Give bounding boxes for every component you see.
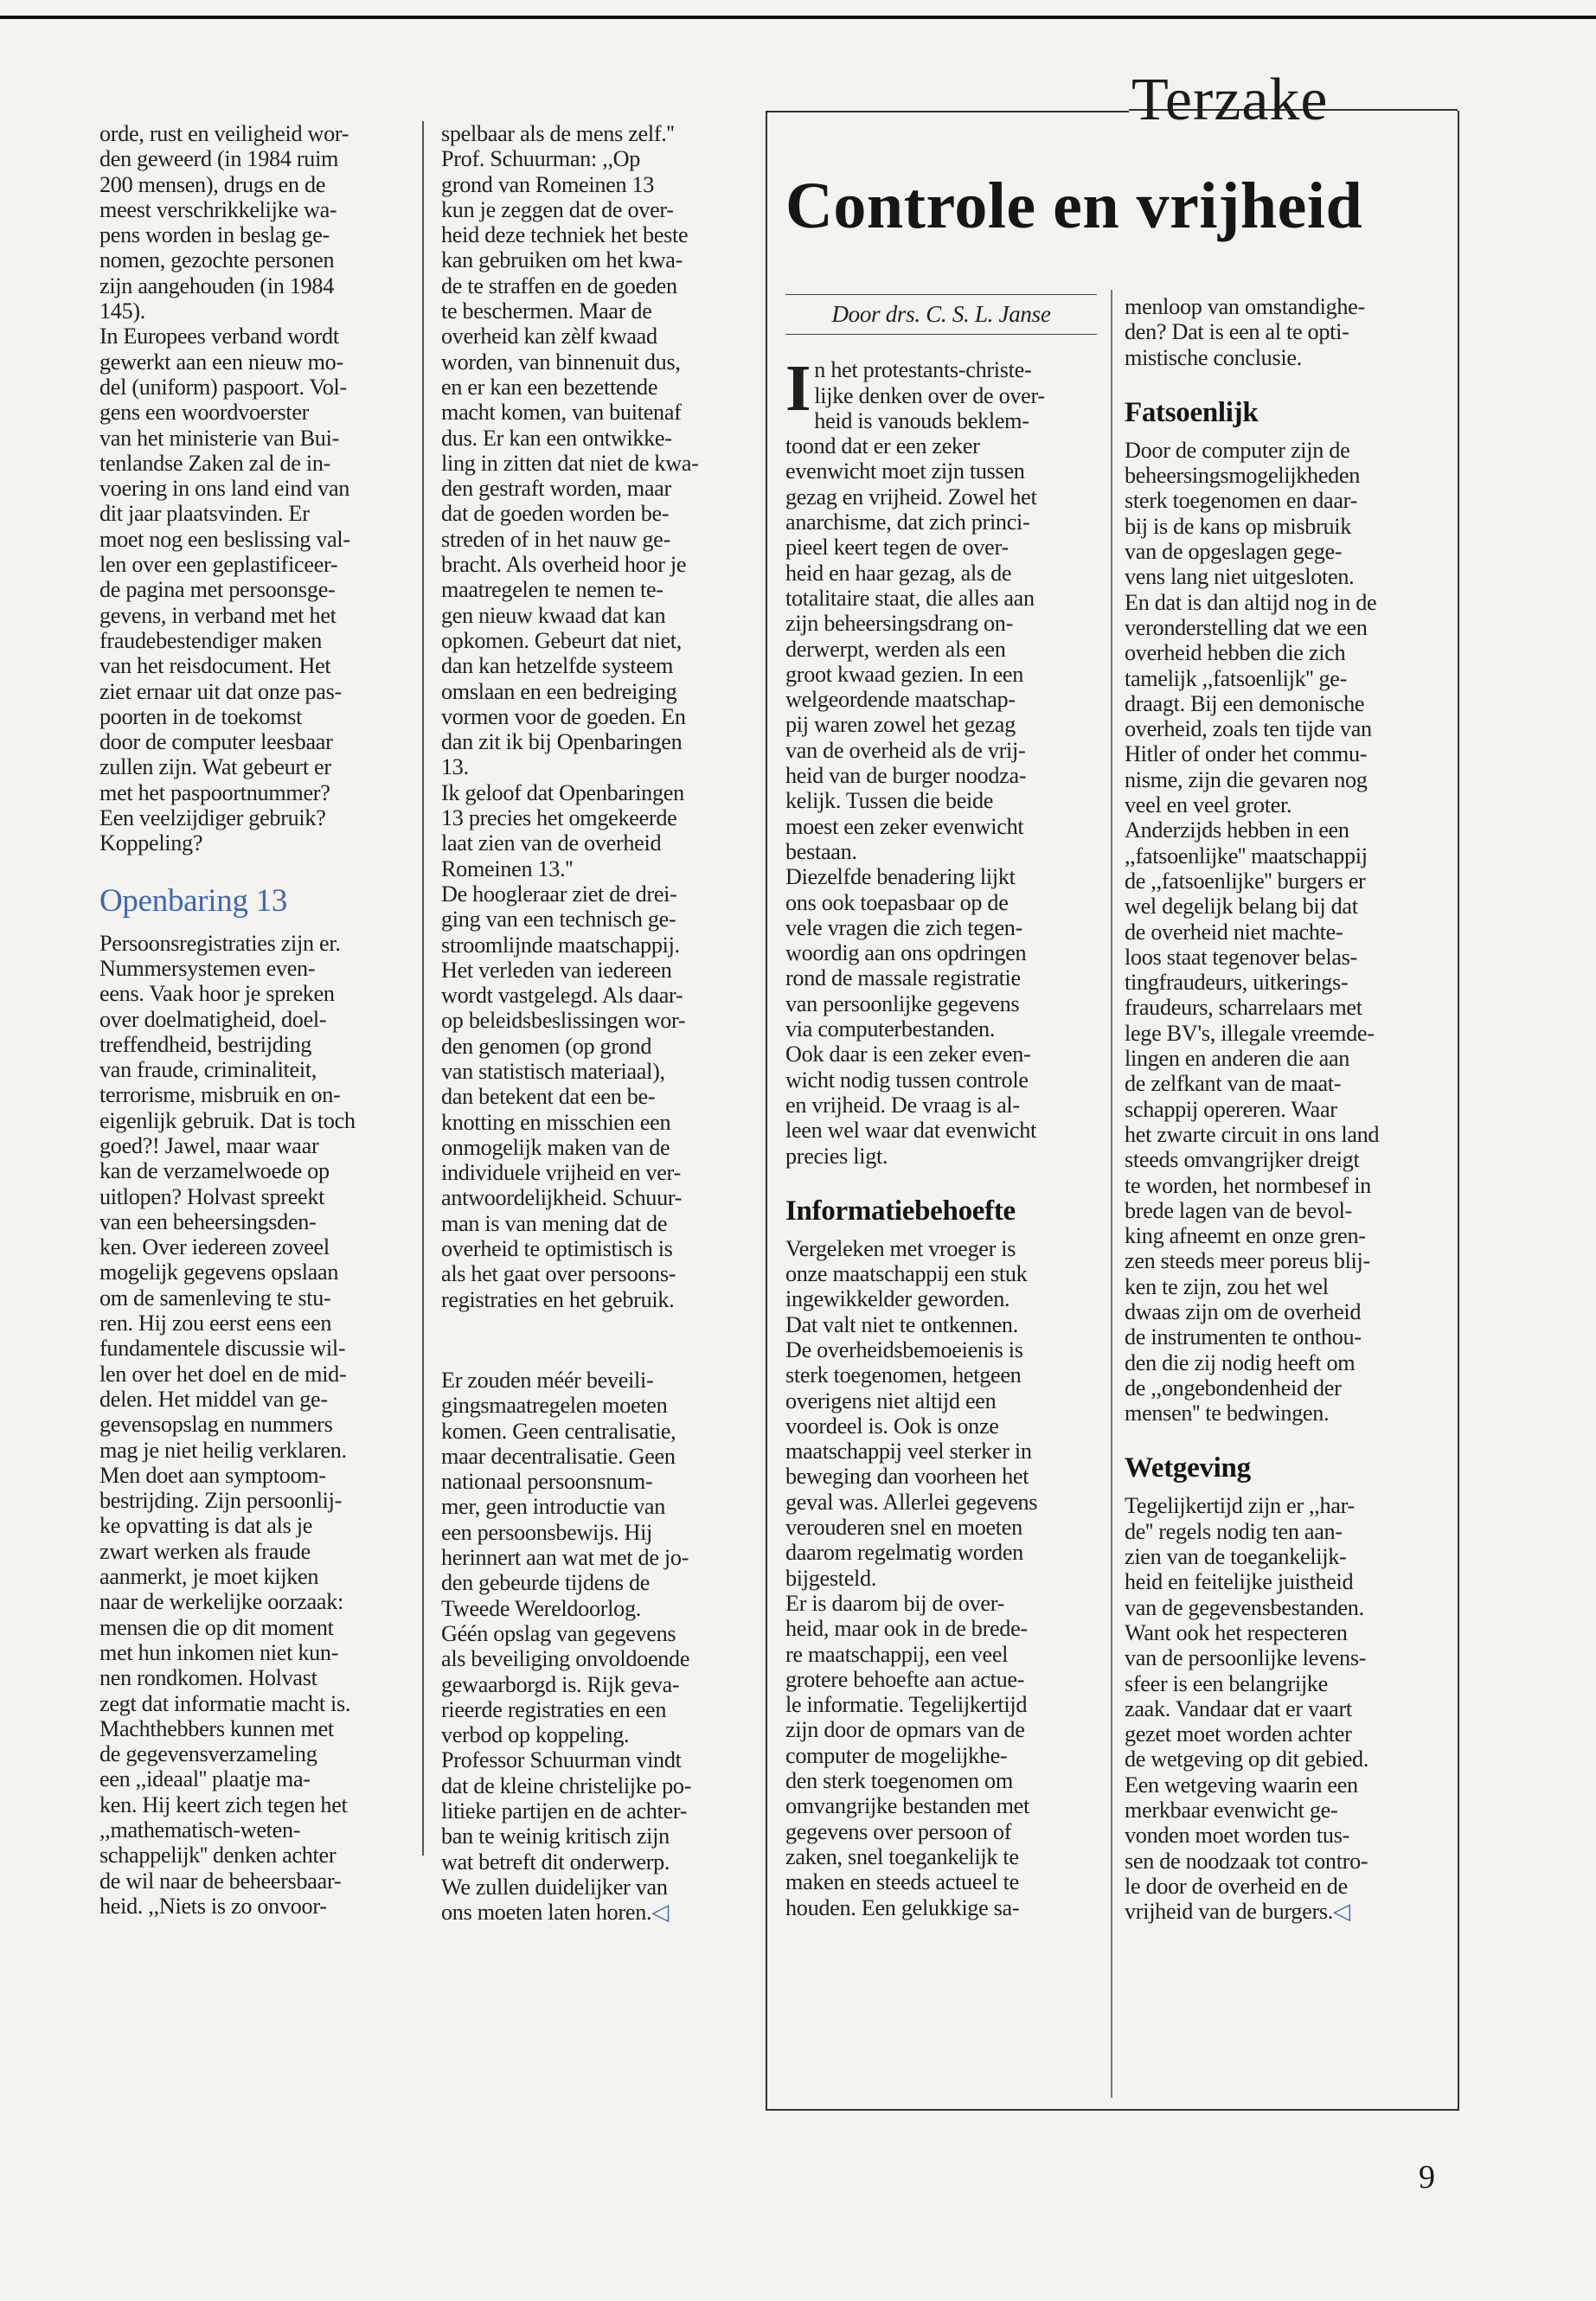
text-line: het zwarte circuit in ons land: [1125, 1121, 1380, 1147]
text-line: Dat valt niet te ontkennen.: [785, 1311, 1018, 1337]
text-line: goed?! Jawel, maar waar: [99, 1132, 319, 1158]
text-line: Het verleden van iedereen: [441, 957, 672, 983]
text-line: heid en haar gezag, als de: [785, 560, 1012, 586]
text-line: individuele vrijheid en ver-: [441, 1160, 681, 1186]
text-line: den? Dat is een al te opti-: [1125, 319, 1349, 345]
text-line: daarom regelmatig worden: [785, 1540, 1023, 1566]
text-line: vrijheid van de burgers.◁: [1125, 1899, 1350, 1925]
text-line: wat betreft dit onderwerp.: [441, 1849, 670, 1875]
text-line: moet nog een beslissing val-: [99, 526, 350, 552]
text-line: bijgesteld.: [785, 1565, 877, 1591]
text-line: via computerbestanden.: [785, 1016, 996, 1042]
text-line: sen de noodzaak tot contro-: [1125, 1848, 1368, 1874]
text-line: de instrumenten te onthou-: [1125, 1324, 1362, 1350]
text-line: omvangrijke bestanden met: [785, 1793, 1029, 1819]
text-line: heid en feitelijke juistheid: [1125, 1569, 1354, 1595]
text-line: de te straffen en de goeden: [441, 272, 677, 298]
text-line: als het gaat over persoons-: [441, 1261, 676, 1287]
text-line: gewaarborgd is. Rijk geva-: [441, 1671, 680, 1697]
text-line: geval was. Allerlei gegevens: [785, 1489, 1038, 1515]
text-line: Door de computer zijn de: [1125, 437, 1350, 463]
heading-informatiebehoefte: Informatiebehoefte: [785, 1195, 1016, 1227]
text-line: maar decentralisatie. Geen: [441, 1443, 676, 1469]
col1-intro: [99, 121, 407, 856]
text-line: kun je zeggen dat de over-: [441, 196, 674, 222]
text-line: de wil naar de beheersbaar-: [99, 1868, 342, 1894]
col3-intro: [785, 352, 1097, 1169]
text-line: mensen die op dit moment: [99, 1614, 334, 1640]
text-line: Prof. Schuurman: ,,Op: [441, 146, 641, 172]
text-line: vens lang niet uitgesloten.: [1125, 564, 1355, 590]
text-line: zijn beheersingsdrang on-: [785, 611, 1014, 637]
heading-fatsoenlijk: Fatsoenlijk: [1125, 396, 1259, 428]
text-line: kan de verzamelwoede op: [99, 1158, 330, 1184]
text-line: stroomlijnde maatschappij.: [441, 932, 680, 958]
text-line: ken. Over iedereen zoveel: [99, 1234, 330, 1260]
text-line: den sterk toegenomen om: [785, 1768, 1013, 1794]
text-line: bestrijding. Zijn persoonlij-: [99, 1488, 343, 1514]
text-line: wordt vastgelegd. Als daar-: [441, 983, 683, 1009]
text-line: van het reisdocument. Het: [99, 653, 331, 679]
text-line: veronderstelling dat we een: [1125, 614, 1368, 640]
text-line: treffendheid, bestrijding: [99, 1031, 312, 1057]
text-line: knotting en misschien een: [441, 1109, 671, 1135]
text-line: den genomen (op grond: [441, 1033, 652, 1059]
text-line: dwaas zijn om de overheid: [1125, 1298, 1362, 1324]
text-line: van de gegevensbestanden.: [1125, 1594, 1364, 1620]
text-line: kan gebruiken om het kwa-: [441, 247, 683, 273]
col4-body1: [1125, 438, 1445, 1426]
text-line: mistische conclusie.: [1125, 344, 1302, 370]
text-line: overheid te optimistisch is: [441, 1236, 673, 1262]
headline: Controle en vrijheid: [785, 170, 1363, 242]
text-line: de ,,ongebondenheid der: [1125, 1375, 1342, 1400]
text-line: derwerpt, werden als een: [785, 636, 1006, 662]
left-column-2: [441, 121, 748, 1925]
text-line: mer, geen introductie van: [441, 1494, 666, 1520]
text-line: woordig aan ons opdringen: [785, 940, 1027, 966]
text-line: te beschermen. Maar de: [441, 298, 652, 324]
text-line: vonden moet worden tus-: [1125, 1823, 1350, 1849]
text-line: ,,fatsoenlijke'' maatschappij: [1125, 843, 1368, 868]
text-line: schappij opereren. Waar: [1125, 1096, 1337, 1122]
box-column-1: [785, 294, 1097, 1920]
text-line: te worden, het normbesef in: [1125, 1172, 1371, 1198]
text-line: om de samenleving te stu-: [99, 1285, 331, 1311]
text-line: merkbaar evenwicht ge-: [1125, 1798, 1338, 1823]
text-line: nationaal persoonsnum-: [441, 1469, 653, 1495]
text-line: Nummersystemen even-: [99, 955, 316, 981]
text-line: orde, rust en veiligheid wor-: [99, 121, 349, 146]
text-line: wel degelijk belang bij dat: [1125, 894, 1358, 920]
text-line: vele vragen die zich tegen-: [785, 914, 1022, 940]
text-line: welgeordende maatschap-: [785, 687, 1016, 713]
text-line: Persoonsregistraties zijn er.: [99, 930, 341, 956]
text-line: len over een geplastificeer-: [99, 552, 338, 578]
text-line: overheid kan zèlf kwaad: [441, 324, 657, 349]
text-line: een ,,ideaal'' plaatje ma-: [99, 1766, 311, 1792]
text-line: n het protestants-christe-: [814, 357, 1032, 383]
text-line: En dat is dan altijd nog in de: [1125, 589, 1377, 615]
text-line: draagt. Bij een demonische: [1125, 690, 1365, 716]
text-line: leen wel waar dat evenwicht: [785, 1118, 1037, 1144]
text-line: macht komen, van buitenaf: [441, 400, 682, 426]
page-number: 9: [1419, 2159, 1435, 2195]
text-line: registraties en het gebruik.: [441, 1286, 675, 1312]
text-line: van statistisch materiaal),: [441, 1058, 665, 1084]
text-line: den gebeurde tijdens de: [441, 1570, 651, 1596]
text-line: le informatie. Tegelijkertijd: [785, 1692, 1028, 1718]
text-line: pens worden in beslag ge-: [99, 222, 330, 248]
text-line: van het ministerie van Bui-: [99, 425, 339, 451]
text-line: fraudeurs, scharrelaars met: [1125, 995, 1362, 1021]
text-line: de pagina met persoonsge-: [99, 577, 336, 603]
text-line: We zullen duidelijker van: [441, 1874, 668, 1900]
col4-intro: [1125, 294, 1445, 370]
text-line: Men doet aan symptoom-: [99, 1462, 326, 1488]
text-line: pieel keert tegen de over-: [785, 535, 1009, 561]
text-line: zijn aangehouden (in 1984: [99, 272, 335, 298]
text-line: met het paspoortnummer?: [99, 779, 330, 805]
text-line: naar de werkelijke oorzaak:: [99, 1589, 343, 1615]
text-line: streden of in het nauw ge-: [441, 526, 670, 552]
text-line: heid, maar ook in de brede-: [785, 1616, 1028, 1642]
text-line: lijke denken over de over-: [814, 382, 1045, 408]
text-line: verouderen snel en moeten: [785, 1515, 1022, 1541]
text-line: kelijk. Tussen die beide: [785, 788, 994, 814]
text-line: zien van de toegankelijk-: [1125, 1544, 1347, 1570]
text-line: maatregelen te nemen te-: [441, 577, 663, 603]
text-line: zen steeds meer poreus blij-: [1125, 1248, 1370, 1274]
col1-body: [99, 931, 407, 1920]
text-line: herinnert aan wat met de jo-: [441, 1545, 689, 1571]
text-line: gevens, in verband met het: [99, 602, 337, 628]
text-line: ziet ernaar uit dat onze pas-: [99, 678, 342, 704]
text-line: als beveiliging onvoldoende: [441, 1646, 690, 1672]
column-divider: [422, 121, 424, 1856]
text-line: dat de goeden worden be-: [441, 501, 670, 527]
text-line: Professor Schuurman vindt: [441, 1747, 682, 1773]
text-line: de zelfkant van de maat-: [1125, 1071, 1342, 1097]
text-line: dan kan hetzelfde systeem: [441, 653, 674, 679]
text-line: loos staat tegenover belas-: [1125, 944, 1357, 970]
text-line: Vergeleken met vroeger is: [785, 1235, 1016, 1261]
text-line: Want ook het respecteren: [1125, 1619, 1348, 1645]
text-line: de gegevensverzameling: [99, 1741, 317, 1767]
text-line: sterk toegenomen, hetgeen: [785, 1362, 1022, 1388]
text-line: ken te zijn, zou het wel: [1125, 1273, 1329, 1299]
text-line: wicht nodig tussen controle: [785, 1067, 1029, 1093]
text-line: fraudebestendiger maken: [99, 627, 323, 653]
text-line: dan betekent dat een be-: [441, 1084, 656, 1110]
text-line: zullen zijn. Wat gebeurt er: [99, 754, 331, 780]
box-column-2: [1125, 294, 1445, 1925]
text-line: onze maatschappij een stuk: [785, 1261, 1028, 1287]
text-line: heid van de burger noodza-: [785, 763, 1027, 789]
text-line: toond dat er een zeker: [785, 433, 980, 459]
text-line: Diezelfde benadering lijkt: [785, 864, 1016, 890]
text-line: Ik geloof dat Openbaringen: [441, 779, 684, 805]
text-line: brede lagen van de bevol-: [1125, 1197, 1352, 1223]
text-line: dus. Er kan een ontwikke-: [441, 425, 672, 451]
text-line: 13 precies het omgekeerde: [441, 805, 677, 831]
text-line: de'' regels nodig ten aan-: [1125, 1518, 1343, 1544]
text-line: overheid hebben die zich: [1125, 640, 1346, 666]
text-line: maken en steeds actueel te: [785, 1869, 1019, 1895]
text-line: gens een woordvoerster: [99, 400, 310, 426]
text-line: veel en veel groter.: [1125, 792, 1292, 818]
text-line: met hun inkomen niet kun-: [99, 1639, 339, 1665]
text-line: uitlopen? Holvast spreekt: [99, 1183, 325, 1209]
text-line: door de computer leesbaar: [99, 729, 333, 755]
text-line: en vrijheid. De vraag is al-: [785, 1092, 1020, 1118]
text-line: ken. Hij keert zich tegen het: [99, 1791, 348, 1817]
text-line: anarchisme, dat zich princi-: [785, 510, 1030, 535]
text-line: zaak. Vandaar dat er vaart: [1125, 1695, 1352, 1721]
text-line: overheid, zoals ten tijde van: [1125, 716, 1372, 742]
text-line: Er is daarom bij de over-: [785, 1590, 1005, 1616]
text-line: ons ook toepasbaar op de: [785, 889, 1009, 915]
text-line: Romeinen 13.'': [441, 856, 574, 881]
text-line: eens. Vaak hoor je spreken: [99, 981, 335, 1007]
text-line: nisme, zijn die gevaren nog: [1125, 766, 1368, 792]
heading-wetgeving: Wetgeving: [1125, 1452, 1251, 1484]
text-line: Er zouden méér beveili-: [441, 1367, 654, 1393]
text-line: de wetgeving op dit gebied.: [1125, 1747, 1369, 1772]
text-line: ingewikkelder geworden.: [785, 1286, 1010, 1312]
text-line: delen. Het middel van ge-: [99, 1386, 328, 1412]
text-line: den gestraft worden, maar: [441, 476, 671, 502]
text-line: op beleidsbeslissingen wor-: [441, 1008, 686, 1034]
text-line: houden. Een gelukkige sa-: [785, 1894, 1020, 1920]
text-line: precies ligt.: [785, 1143, 888, 1169]
text-line: De hoogleraar ziet de drei-: [441, 881, 677, 907]
text-line: De overheidsbemoeienis is: [785, 1336, 1023, 1362]
text-line: maatschappij veel sterker in: [785, 1439, 1032, 1465]
text-line: heid is vanouds beklem-: [814, 407, 1029, 433]
text-line: opkomen. Gebeurt dat niet,: [441, 627, 682, 653]
text-line: nen rondkomen. Holvast: [99, 1665, 317, 1691]
byline: Door drs. C. S. L. Janse: [785, 294, 1097, 335]
text-line: ling in zitten dat niet de kwa-: [441, 450, 699, 476]
text-line: fundamentele discussie wil-: [99, 1336, 346, 1362]
text-line: Een wetgeving waarin een: [1125, 1772, 1358, 1798]
text-line: meest verschrikkelijke wa-: [99, 196, 337, 222]
text-line: over doelmatigheid, doel-: [99, 1006, 327, 1032]
text-line: evenwicht moet zijn tussen: [785, 458, 1025, 484]
text-line: van een beheersingsden-: [99, 1208, 317, 1234]
text-line: van de persoonlijke levens-: [1125, 1645, 1367, 1671]
left-column-1: [99, 121, 407, 1919]
section-label: Terzake: [1131, 67, 1329, 133]
end-mark-icon: ◁: [1333, 1899, 1350, 1925]
text-line: Een veelzijdiger gebruik?: [99, 805, 326, 831]
text-line: moest een zeker evenwicht: [785, 813, 1024, 839]
text-line: den die zij nodig heeft om: [1125, 1349, 1356, 1375]
text-line: zaken, snel toegankelijk te: [785, 1843, 1019, 1869]
text-line: lingen en anderen die aan: [1125, 1046, 1350, 1072]
col2-top: [441, 121, 748, 1312]
text-line: Anderzijds hebben in een: [1125, 817, 1349, 843]
text-line: heid. ,,Niets is zo onvoor-: [99, 1893, 327, 1919]
text-line: bracht. Als overheid hoor je: [441, 552, 687, 578]
text-line: aanmerkt, je moet kijken: [99, 1564, 319, 1590]
text-line: re maatschappij, een veel: [785, 1641, 1009, 1667]
text-line: rond de massale registratie: [785, 965, 1021, 991]
text-line: tingfraudeurs, uitkerings-: [1125, 970, 1349, 996]
text-line: 13.: [441, 754, 469, 780]
text-line: lege BV's, illegale vreemde-: [1125, 1020, 1375, 1046]
text-line: heid deze techniek het beste: [441, 222, 689, 248]
text-line: ren. Hij zou eerst eens een: [99, 1311, 332, 1336]
col3-body: [785, 1236, 1097, 1920]
text-line: tenlandse Zaken zal de in-: [99, 450, 331, 476]
text-line: Koppeling?: [99, 830, 203, 856]
text-line: ke opvatting is dat als je: [99, 1513, 313, 1539]
end-mark-icon: ◁: [651, 1900, 670, 1926]
text-line: van fraude, criminaliteit,: [99, 1057, 317, 1083]
text-line: ban te weinig kritisch zijn: [441, 1823, 670, 1849]
col2-bottom: [441, 1368, 748, 1926]
text-line: gingsmaatregelen moeten: [441, 1393, 668, 1419]
text-line: grotere behoefte aan actue-: [785, 1666, 1025, 1692]
text-line: ons moeten laten horen.◁: [441, 1900, 670, 1926]
text-line: 200 mensen), drugs en de: [99, 171, 326, 197]
text-line: voordeel is. Ook is onze: [785, 1413, 999, 1439]
text-line: schappelijk'' denken achter: [99, 1843, 337, 1868]
col4-body2: [1125, 1493, 1445, 1924]
text-line: spelbaar als de mens zelf.'': [441, 121, 675, 146]
text-line: vormen voor de goeden. En: [441, 703, 686, 729]
text-line: Machthebbers kunnen met: [99, 1715, 334, 1741]
text-line: nomen, gezochte personen: [99, 247, 335, 273]
text-line: van persoonlijke gegevens: [785, 990, 1020, 1016]
text-line: Géén opslag van gegevens: [441, 1620, 676, 1646]
text-line: In Europees verband wordt: [99, 324, 339, 349]
text-line: van de opgeslagen gege-: [1125, 539, 1343, 565]
text-line: 145).: [99, 298, 146, 324]
text-line: dat de kleine christelijke po-: [441, 1772, 692, 1798]
text-line: onmogelijk maken van de: [441, 1134, 670, 1160]
text-line: gezet moet worden achter: [1125, 1721, 1352, 1747]
text-line: mag je niet heilig verklaren.: [99, 1437, 347, 1463]
text-line: del (uniform) paspoort. Vol-: [99, 374, 347, 400]
text-line: menloop van omstandighe-: [1125, 294, 1365, 319]
text-line: gevensopslag en nummers: [99, 1412, 333, 1438]
text-line: komen. Geen centralisatie,: [441, 1418, 676, 1444]
text-line: man is van mening dat de: [441, 1210, 668, 1236]
text-line: beweging dan voorheen het: [785, 1464, 1029, 1490]
text-line: computer de mogelijkhe-: [785, 1742, 1008, 1768]
text-line: dan zit ik bij Openbaringen: [441, 729, 683, 755]
text-line: Tweede Wereldoorlog.: [441, 1595, 641, 1621]
text-line: zegt dat informatie macht is.: [99, 1690, 351, 1716]
text-line: omslaan en een bedreiging: [441, 678, 677, 704]
text-line: een persoonsbewijs. Hij: [441, 1519, 653, 1545]
text-line: dit jaar plaatsvinden. Er: [99, 501, 310, 527]
text-line: poorten in de toekomst: [99, 703, 303, 729]
text-line: van de overheid als de vrij-: [785, 737, 1026, 763]
text-line: verbod op koppeling.: [441, 1722, 630, 1748]
text-line: laat zien van de overheid: [441, 830, 662, 856]
text-line: king afneemt en onze gren-: [1125, 1223, 1366, 1249]
text-line: overigens niet altijd een: [785, 1388, 997, 1413]
text-line: ,,mathematisch-weten-: [99, 1817, 301, 1843]
text-line: rieerde registraties en een: [441, 1696, 667, 1722]
text-line: zijn door de opmars van de: [785, 1717, 1025, 1743]
text-line: tamelijk ,,fatsoenlijk'' ge-: [1125, 665, 1348, 691]
text-line: totalitaire staat, die alles aan: [785, 585, 1035, 611]
text-line: bestaan.: [785, 838, 857, 864]
text-line: worden, van binnenuit dus,: [441, 349, 681, 375]
box-column-divider: [1111, 290, 1112, 2098]
text-line: sterk toegenomen en daar-: [1125, 488, 1358, 514]
text-line: antwoordelijkheid. Schuur-: [441, 1185, 683, 1211]
text-line: gewerkt aan een nieuw mo-: [99, 349, 343, 375]
text-line: Tegelijkertijd zijn er ,,har-: [1125, 1493, 1355, 1519]
text-line: de ,,fatsoenlijke'' burgers er: [1125, 868, 1366, 894]
text-line: mensen'' te bedwingen.: [1125, 1400, 1330, 1426]
heading-openbaring-13: Openbaring 13: [99, 882, 288, 919]
text-line: beheersingsmogelijkheden: [1125, 463, 1361, 489]
text-line: bij is de kans op misbruik: [1125, 513, 1352, 539]
text-line: terrorisme, misbruik en on-: [99, 1082, 341, 1108]
text-line: en er kan een bezettende: [441, 374, 658, 400]
text-line: groot kwaad gezien. In een: [785, 661, 1024, 687]
text-line: den geweerd (in 1984 ruim: [99, 146, 339, 172]
drop-cap: I: [785, 352, 811, 426]
text-line: steeds omvangrijker dreigt: [1125, 1147, 1360, 1173]
text-line: zwart werken als fraude: [99, 1538, 311, 1564]
text-line: le door de overheid en de: [1125, 1873, 1348, 1899]
text-line: voering in ons land eind van: [99, 476, 350, 502]
text-line: gen nieuw kwaad dat kan: [441, 602, 666, 628]
text-line: len over het doel en de mid-: [99, 1361, 347, 1387]
text-line: pij waren zowel het gezag: [785, 712, 1016, 738]
text-line: mogelijk gegevens opslaan: [99, 1259, 339, 1285]
text-line: Ook daar is een zeker even-: [785, 1042, 1031, 1067]
text-line: Hitler of onder het commu-: [1125, 741, 1368, 767]
text-line: ging van een technisch ge-: [441, 907, 676, 933]
text-line: gezag en vrijheid. Zowel het: [785, 484, 1037, 510]
text-line: sfeer is een belangrijke: [1125, 1670, 1328, 1696]
text-line: litieke partijen en de achter-: [441, 1798, 688, 1823]
top-rule: [0, 16, 1596, 19]
text-line: grond van Romeinen 13: [441, 171, 655, 197]
text-line: gegevens over persoon of: [785, 1818, 1012, 1844]
text-line: eigenlijk gebruik. Dat is toch: [99, 1107, 356, 1133]
text-line: de overheid niet machte-: [1125, 919, 1343, 945]
